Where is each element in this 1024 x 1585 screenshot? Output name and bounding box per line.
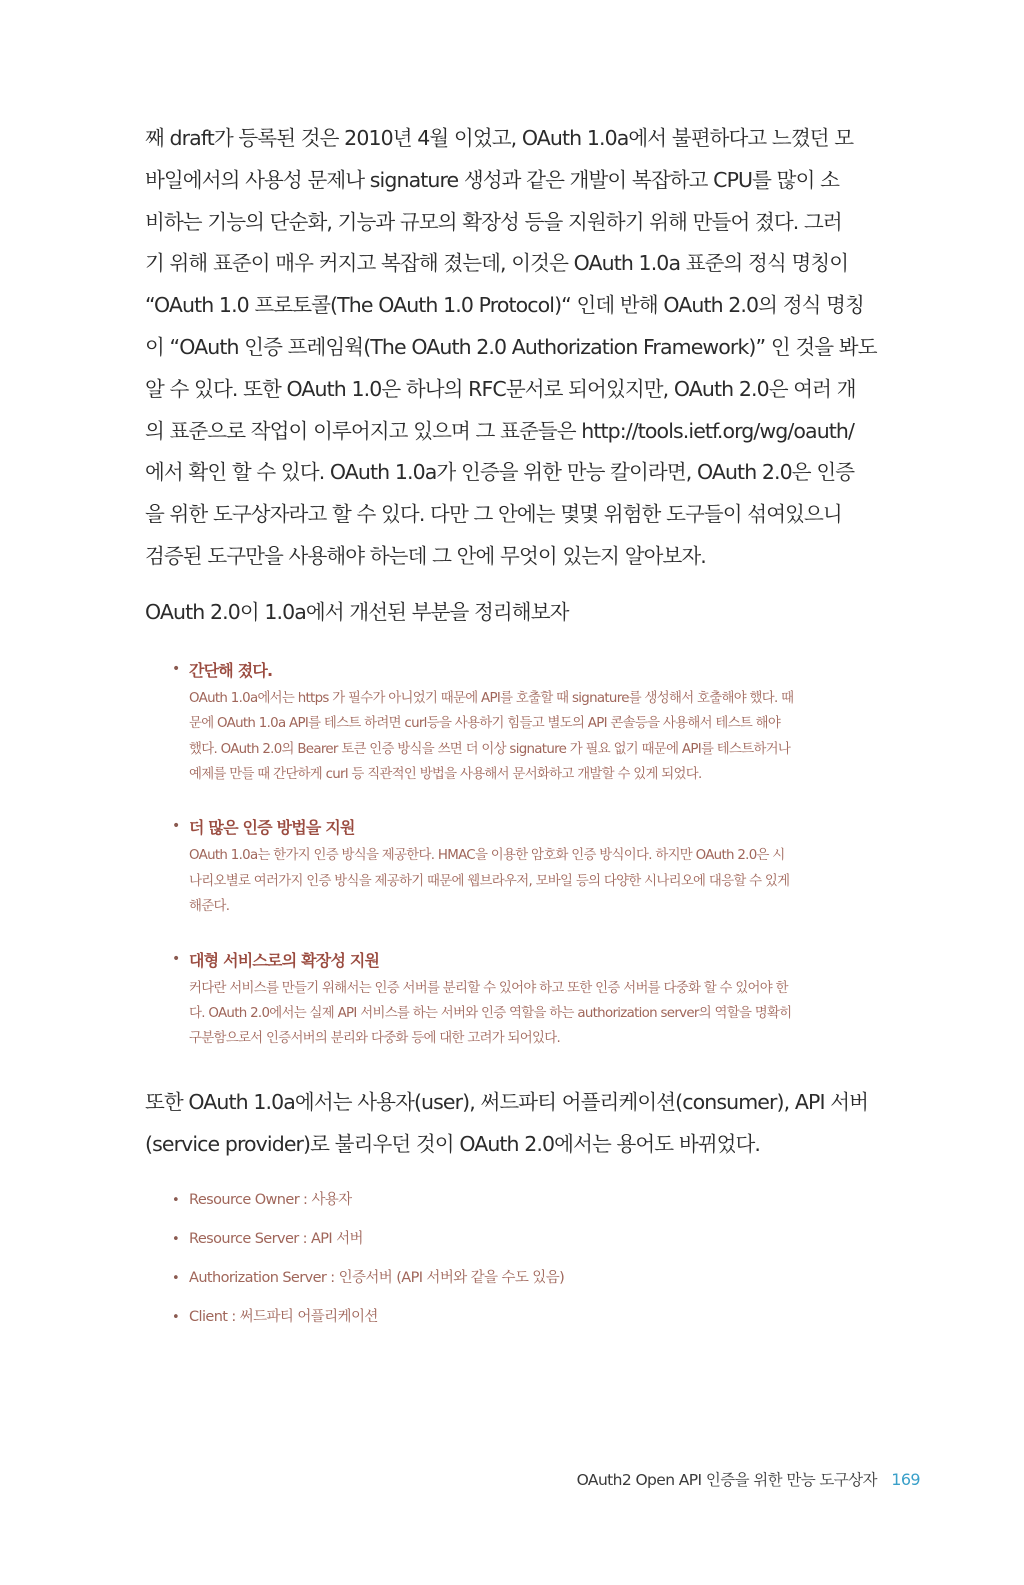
improvement-description <box>189 976 885 1052</box>
page-number: 169 <box>891 1470 920 1489</box>
improvement-title: 더 많은 인증 방법을 지원 <box>189 818 355 838</box>
body-line: 검증된 도구만을 사용해야 하는데 그 안에 무엇이 있는지 알아보자. <box>145 543 706 568</box>
improvement-item <box>145 817 885 919</box>
description-line: 문에 OAuth 1.0a API를 테스트 하려면 curl등을 사용하기 힘들고 별도의 API 콘솔등을 사용해서 테스트 해야 <box>189 716 781 732</box>
body-line: 의 표준으로 작업이 이루어지고 있으며 그 표준들은 http://tools.ietf.org/wg/oauth/ <box>145 418 855 443</box>
term-item <box>145 1298 885 1337</box>
description-line: 해준다. <box>189 899 230 915</box>
improvement-item <box>145 950 885 1052</box>
body-line: 을 위한 도구상자라고 할 수 있다. 다만 그 안에는 몇몇 위험한 도구들이 섞여있으니 <box>145 502 842 527</box>
body-line: (service provider)로 불리우던 것이 OAuth 2.0에서는 용어도 바뀌었다. <box>145 1131 761 1156</box>
term-text: Client : 써드파티 어플리케이션 <box>189 1309 378 1326</box>
bullet-dot-icon: • <box>172 1271 180 1287</box>
improvement-description <box>189 843 885 919</box>
term-text: Authorization Server : 인증서버 (API 서버와 같을 수도 있음) <box>189 1270 565 1287</box>
terms-list <box>145 1181 885 1337</box>
description-line: OAuth 1.0a는 한가지 인증 방식을 제공한다. HMAC을 이용한 암호화 인증 방식이다. 하지만 OAuth 2.0은 시 <box>189 848 785 864</box>
body-line: 알 수 있다. 또한 OAuth 1.0은 하나의 RFC문서로 되어있지만, OAuth 2.0은 여러 개 <box>145 376 856 401</box>
description-line: 했다. OAuth 2.0의 Bearer 토큰 인증 방식을 쓰면 더 이상 signature 가 필요 없기 때문에 API를 테스트하거나 <box>189 741 791 757</box>
improvements-list <box>145 660 885 1052</box>
intro-paragraph <box>145 118 885 578</box>
term-text: Resource Owner : 사용자 <box>189 1192 352 1209</box>
body-line: 째 draft가 등록된 것은 2010년 4월 이었고, OAuth 1.0a에서 불편하다고 느꼈던 모 <box>145 126 854 150</box>
page-footer <box>577 1468 920 1490</box>
term-item <box>145 1220 885 1259</box>
section-subheading: OAuth 2.0이 1.0a에서 개선된 부분을 정리해보자 <box>145 599 569 624</box>
body-line: 에서 확인 할 수 있다. OAuth 1.0a가 인증을 위한 만능 칼이라면, OAuth 2.0은 인증 <box>145 460 855 485</box>
bullet-dot-icon: • <box>172 1193 180 1209</box>
body-line: 이 “OAuth 인증 프레임웍(The OAuth 2.0 Authorization Framework)” 인 것을 봐도 <box>145 334 877 359</box>
description-line: OAuth 1.0a에서는 https 가 필수가 아니었기 때문에 API를 호출할 때 signature를 생성해서 호출해야 했다. 때 <box>189 690 794 706</box>
body-line: 기 위해 표준이 매우 커지고 복잡해 졌는데, 이것은 OAuth 1.0a 표준의 정식 명칭이 <box>145 251 849 276</box>
page-content <box>145 118 885 1337</box>
improvement-title: 간단해 졌다. <box>189 660 273 680</box>
body-line: “OAuth 1.0 프로토콜(The OAuth 1.0 Protocol)“ 인데 반해 OAuth 2.0의 정식 명칭 <box>145 293 864 318</box>
body-line: 바일에서의 사용성 문제나 signature 생성과 같은 개발이 복잡하고 CPU를 많이 소 <box>145 167 839 192</box>
description-line: 나리오별로 여러가지 인증 방식을 제공하기 때문에 웹브라우저, 모바일 등의 다양한 시나리오에 대응할 수 있게 <box>189 873 790 889</box>
bullet-dot-icon: • <box>172 818 181 835</box>
running-title: OAuth2 Open API 인증을 위한 만능 도구상자 <box>576 1471 877 1489</box>
improvement-item <box>145 660 885 788</box>
description-line: 구분함으로서 인증서버의 분리와 다중화 등에 대한 고려가 되어있다. <box>189 1031 561 1047</box>
bullet-dot-icon: • <box>172 660 181 677</box>
bullet-dot-icon: • <box>172 1310 180 1326</box>
term-text: Resource Server : API 서버 <box>189 1231 363 1248</box>
description-line: 커다란 서비스를 만들기 위해서는 인증 서버를 분리할 수 있어야 하고 또한 인증 서버를 다중화 할 수 있어야 한 <box>189 980 788 996</box>
term-item <box>145 1259 885 1298</box>
term-item <box>145 1181 885 1220</box>
bullet-dot-icon: • <box>172 950 181 967</box>
improvement-description <box>189 686 885 788</box>
description-line: 예제를 만들 때 간단하게 curl 등 직관적인 방법을 사용해서 문서화하고 개발할 수 있게 되었다. <box>189 766 702 782</box>
terms-paragraph <box>145 1082 885 1166</box>
bullet-dot-icon: • <box>172 1232 180 1248</box>
body-line: 비하는 기능의 단순화, 기능과 규모의 확장성 등을 지원하기 위해 만들어 졌다. 그러 <box>145 209 842 234</box>
body-line: 또한 OAuth 1.0a에서는 사용자(user), 써드파티 어플리케이션(consumer), API 서버 <box>145 1089 869 1114</box>
improvement-title: 대형 서비스로의 확장성 지원 <box>189 950 380 970</box>
description-line: 다. OAuth 2.0에서는 실제 API 서비스를 하는 서버와 인증 역할을 하는 authorization server의 역할을 명확히 <box>189 1006 792 1022</box>
